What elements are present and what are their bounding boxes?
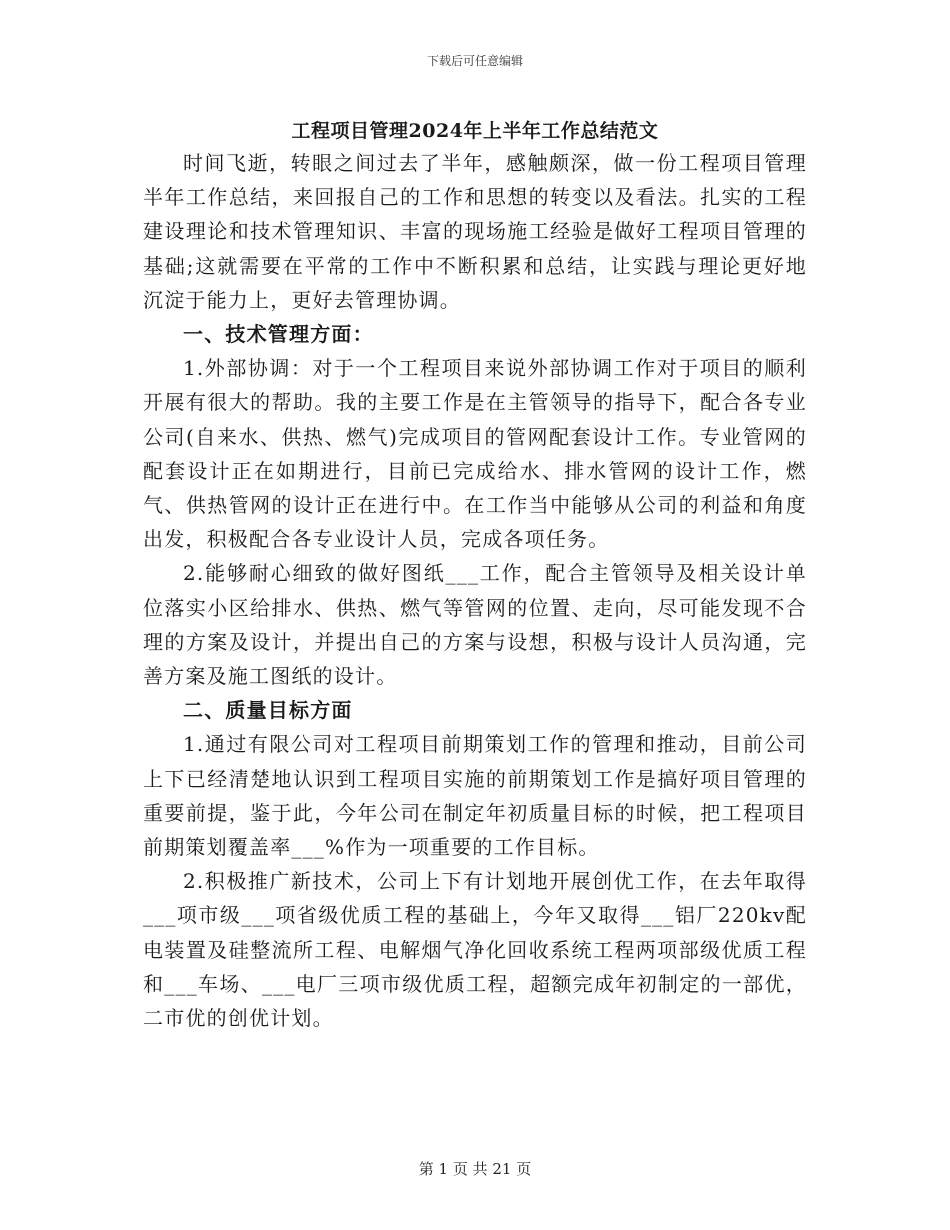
section-heading-technical: 一、技术管理方面： bbox=[183, 322, 374, 347]
paragraph-drawings: 2.能够耐心细致的做好图纸___工作，配合主管领导及相关设计单位落实小区给排水、供热、燃气等管网的位置、走向，尽可能发现不合理的方案及设计，并提出自己的方案与设想，积极与设计人员沟通，完善方案及施工图纸的设计。 bbox=[143, 561, 807, 689]
section-heading-quality: 二、质量目标方面 bbox=[183, 698, 353, 723]
page-number: 第 1 页 共 21 页 bbox=[418, 1160, 532, 1178]
paragraph-intro: 时间飞逝，转眼之间过去了半年，感触颇深，做一份工程项目管理半年工作总结，来回报自己的工作和思想的转变以及看法。扎实的工程建设理论和技术管理知识、丰富的现场施工经验是做好工程项目管理的基础;这就需要在平常的工作中不断积累和总结，让实践与理论更好地沉淀于能力上，更好去管理协调。 bbox=[143, 151, 807, 312]
header-note: 下载后可任意编辑 bbox=[426, 54, 523, 68]
paragraph-quality-planning: 1.通过有限公司对工程项目前期策划工作的管理和推动，目前公司上下已经清楚地认识到工程项目实施的前期策划工作是搞好项目管理的重要前提，鉴于此，今年公司在制定年初质量目标的时候，把工程项目前期策划覆盖率___%作为一项重要的工作目标。 bbox=[143, 732, 807, 860]
paragraph-new-technology: 2.积极推广新技术，公司上下有计划地开展创优工作，在去年取得___项市级___项省级优质工程的基础上，今年又取得___铝厂220kv配电装置及硅整流所工程、电解烟气净化回收系统工程两项部级优质工程和___车场、___电厂三项市级优质工程，超额完成年初制定的一部优，二市优的创优计划。 bbox=[143, 869, 807, 1031]
document-body bbox=[143, 146, 807, 1035]
paragraph-external-coordination: 1.外部协调：对于一个工程项目来说外部协调工作对于项目的顺利开展有很大的帮助。我的主要工作是在主管领导的指导下，配合各专业公司(自来水、供热、燃气)完成项目的管网配套设计工作。专业管网的配套设计正在如期进行，目前已完成给水、排水管网的设计工作，燃气、供热管网的设计正在进行中。在工作当中能够从公司的利益和角度出发，积极配合各专业设计人员，完成各项任务。 bbox=[143, 356, 807, 552]
document-title: 工程项目管理2024年上半年工作总结范文 bbox=[291, 120, 659, 142]
